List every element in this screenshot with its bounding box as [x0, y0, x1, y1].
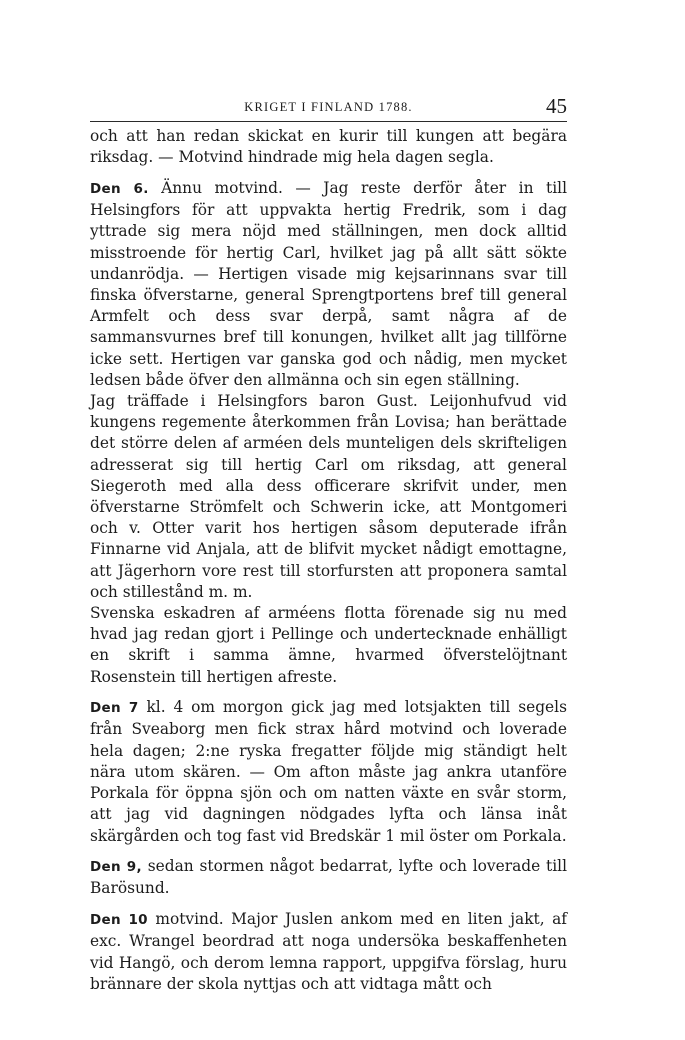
paragraph-text: Svenska eskadren af arméens flotta förenade sig nu med hvad jag redan gjort i Pellinge och undertecknade enhälligt en skrift i samma ämne, hvarmed öfverstelöjtnant Rosenstein till hertigen afreste.: [90, 603, 567, 686]
paragraph-text: Ännu motvind. — Jag reste derför åter in till Helsingfors för att uppvakta hertig Fredrik, som i dag yttrade sig mera nöjd med ställningen, men dock alltid misstroende för hertig Carl, hvilket jag på allt sätt sökte undanrödja. — Hertigen visade mig kejsarinnans svar till finska öfverstarne, general Sprengtportens bref till general Armfelt och dess svar derpå, samt några af de sammansvurnes bref till konungen, hvilket allt jag tillförne icke sett. Hertigen var ganska god och nådig, men mycket ledsen både öfver den allmänna och sin egen ställning.: [90, 178, 567, 389]
page-number: 45: [546, 94, 567, 118]
paragraph-text: kl. 4 om morgon gick jag med lotsjakten till segels från Sveaborg men fick strax hård motvind och loverade hela dagen; 2:ne ryska fregatter följde mig ständigt helt nära utom skären. — Om afton måste jag ankra utanföre Porkala för öppna sjön och om natten växte en svår storm, att jag vid dagningen nödgades lyfta och länsa inåt skärgården och tog fast vid Bredskär 1 mil öster om Porkala.: [90, 698, 567, 845]
entry-date-label: Den 7: [90, 700, 139, 717]
paragraph: [90, 178, 567, 391]
paragraph: [90, 856, 567, 899]
paragraph: [90, 909, 567, 995]
paragraph: [90, 697, 567, 846]
entry-date-label: Den 9,: [90, 859, 142, 876]
header-rule: [90, 121, 567, 122]
paragraph-text: Jag träffade i Helsingfors baron Gust. Leijonhufvud vid kungens regemente återkommen från Lovisa; han berättade det större delen af arméen dels munteligen dels skrifteligen adresserat sig till hertig Carl om riksdag, att general Siegeroth med alla dess officerare skrifvit under, men öfverstarne Strömfelt och Schwerin icke, att Montgomeri och v. Otter varit hos hertigen såsom deputerade ifrån Finnarne vid Anjala, att de blifvit mycket nådigt emottagne, att Jägerhorn vore rest till storfursten att proponera samtal och stillestånd m. m.: [90, 391, 567, 601]
paragraph: [90, 126, 567, 168]
page-body: [90, 126, 567, 995]
running-title: KRIGET I FINLAND 1788.: [244, 100, 413, 114]
paragraph-text: motvind. Major Juslen ankom med en liten jakt, af exc. Wrangel beordrad att noga undersöka beskaffenheten vid Hangö, och derom lemna rapport, uppgifva förslag, huru brännare der skola nyttjas och att vidtaga mått och: [90, 910, 567, 993]
entry-date-label: Den 10: [90, 912, 148, 929]
paragraph-text: sedan stormen något bedarrat, lyfte och loverade till Barösund.: [90, 857, 568, 898]
paragraph: [90, 391, 567, 603]
paragraph-text: och att han redan skickat en kurir till kungen att begära riksdag. — Motvind hindrade mig hela dagen segla.: [90, 127, 567, 167]
running-header: [90, 94, 567, 122]
entry-date-label: Den 6.: [90, 180, 149, 197]
paragraph: [90, 603, 567, 688]
